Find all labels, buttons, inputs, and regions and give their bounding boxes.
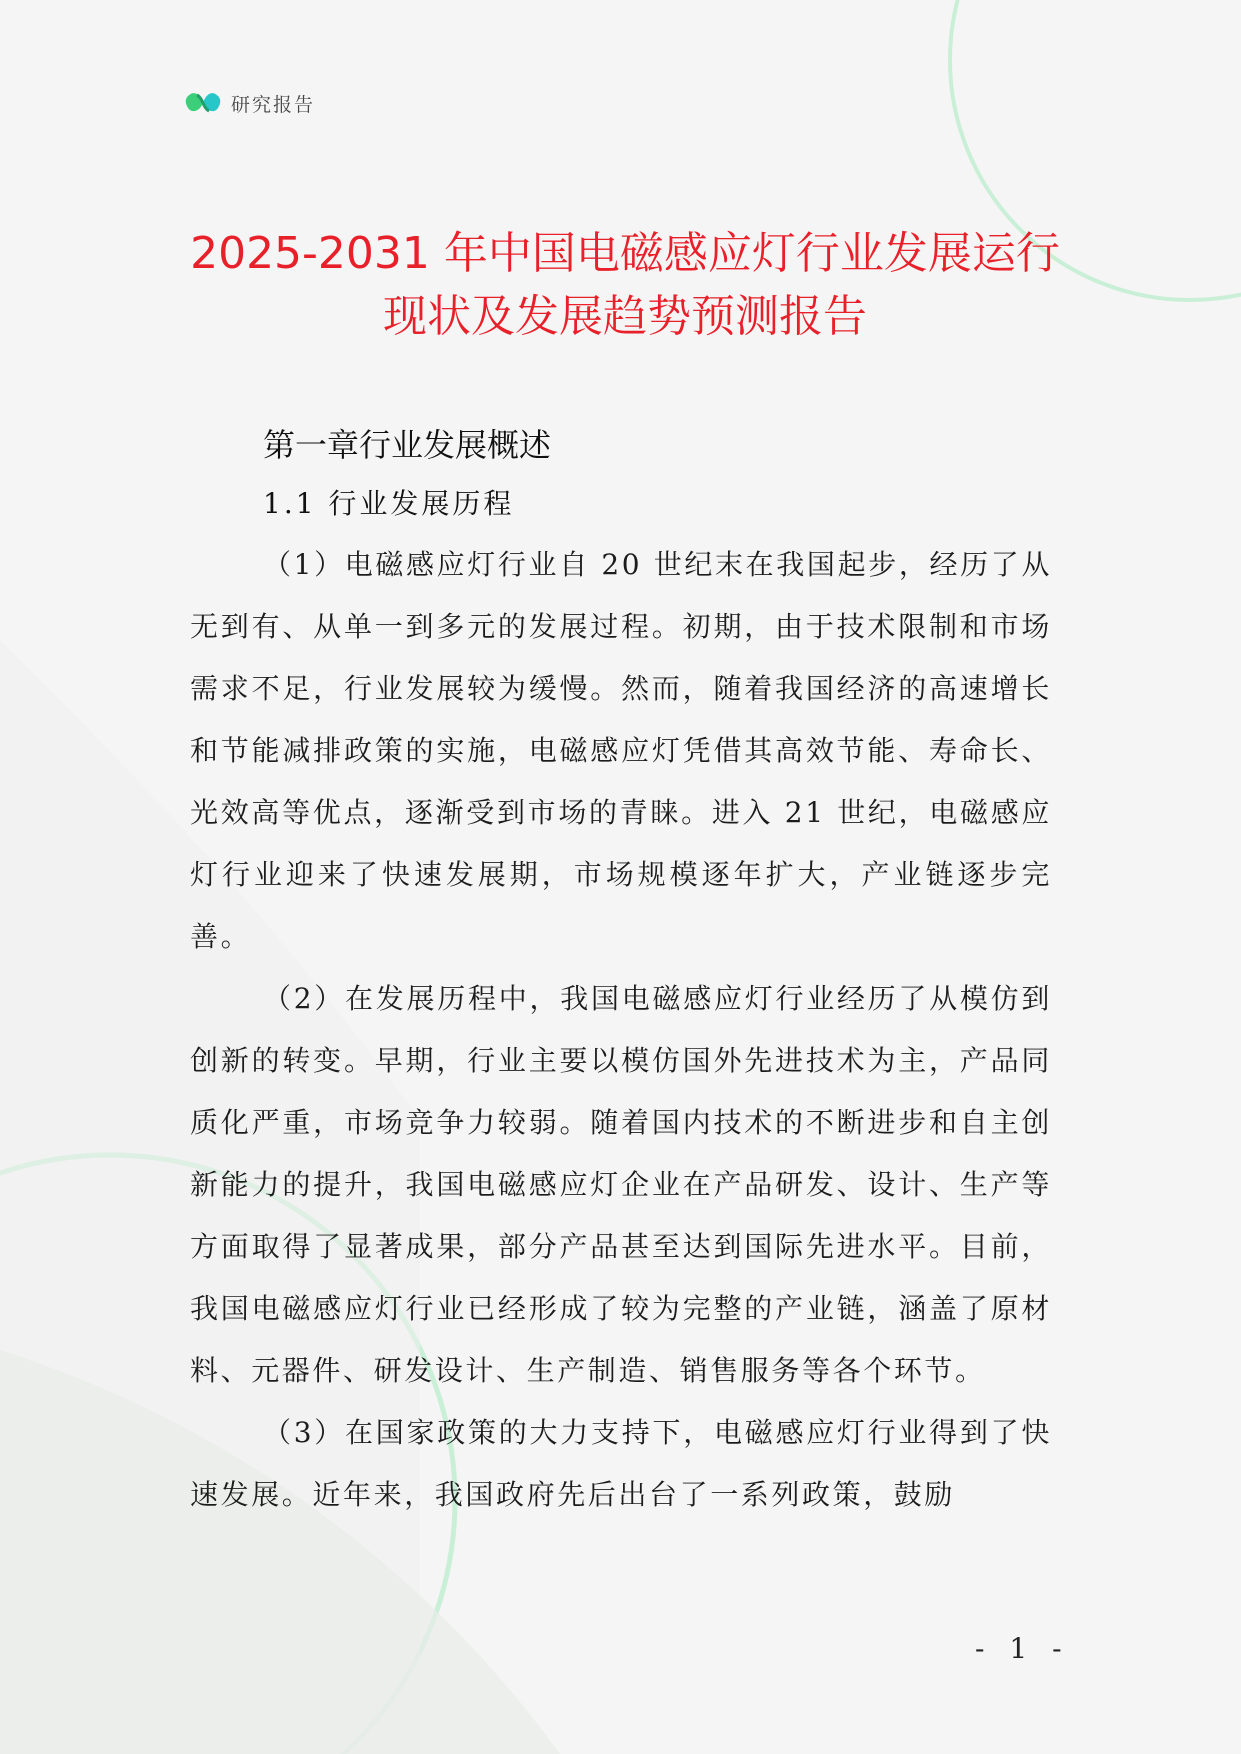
report-title-line-1: 2025-2031 年中国电磁感应灯行业发展运行 [190, 228, 1060, 279]
report-title [185, 222, 1065, 348]
paragraph-2: （2）在发展历程中，我国电磁感应灯行业经历了从模仿到创新的转变。早期，行业主要以模仿国外先进技术为主，产品同质化严重，市场竞争力较弱。随着国内技术的不断进步和自主创新能力的提升，我国电磁感应灯企业在产品研发、设计、生产等方面取得了显著成果，部分产品甚至达到国际先进水平。目前，我国电磁感应灯行业已经形成了较为完整的产业链，涵盖了原材料、元器件、研发设计、生产制造、销售服务等各个环节。 [190, 982, 1052, 1387]
section-heading: 1.1 行业发展历程 [263, 487, 515, 520]
body-text [190, 534, 1052, 1526]
paragraph-1: （1）电磁感应灯行业自 20 世纪末在我国起步，经历了从无到有、从单一到多元的发展过程。初期，由于技术限制和市场需求不足，行业发展较为缓慢。然而，随着我国经济的高速增长和节能减排政策的实施，电磁感应灯凭借其高效节能、寿命长、光效高等优点，逐渐受到市场的青睐。进入 21 世纪，电磁感应灯行业迎来了快速发展期，市场规模逐年扩大，产业链逐步完善。 [190, 548, 1052, 953]
report-header [185, 88, 315, 118]
paragraph-3: （3）在国家政策的大力支持下，电磁感应灯行业得到了快速发展。近年来，我国政府先后出台了一系列政策，鼓励 [190, 1416, 1052, 1511]
chapter-heading: 第一章行业发展概述 [263, 426, 552, 464]
report-title-line-2: 现状及发展趋势预测报告 [383, 291, 867, 342]
report-type-label: 研究报告 [231, 93, 316, 116]
page-number: - 1 - [975, 1632, 1070, 1665]
butterfly-logo-icon [185, 88, 221, 118]
